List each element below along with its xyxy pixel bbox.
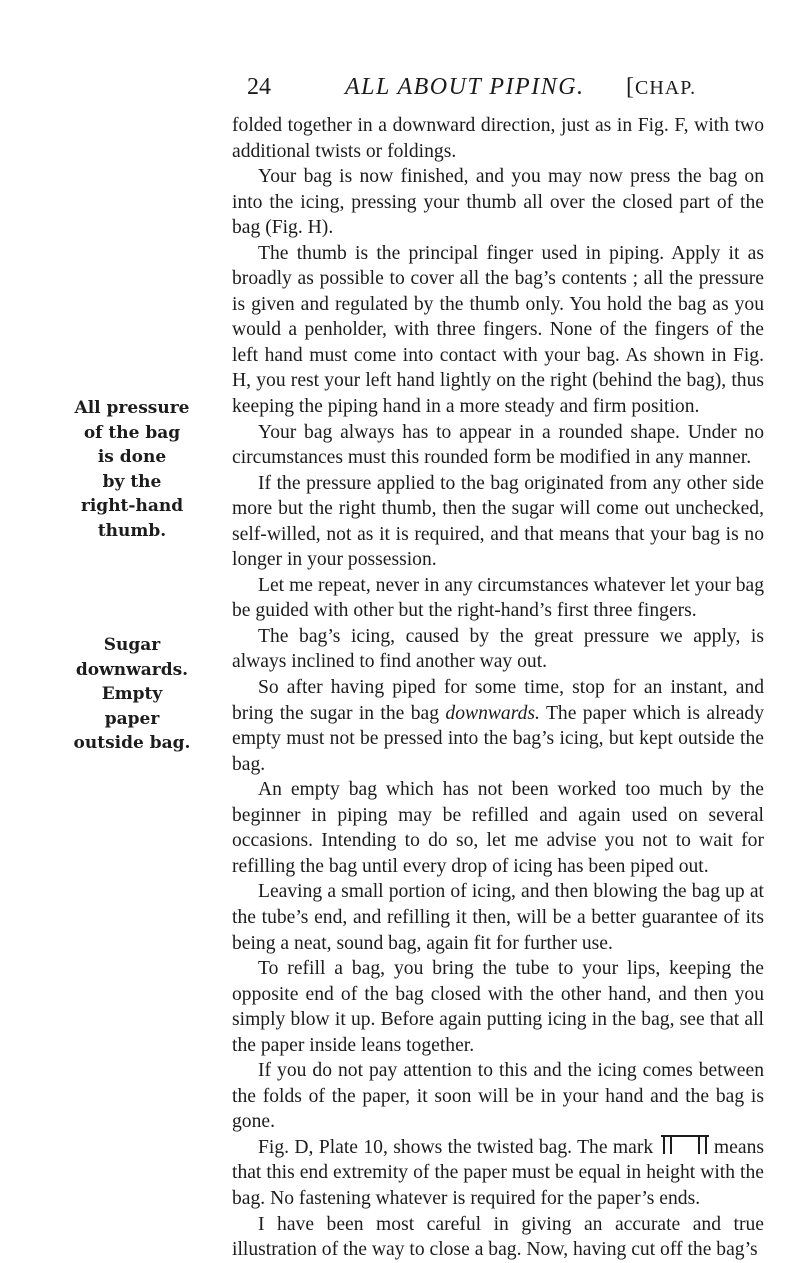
paragraph: If you do not pay attention to this and the icing comes between the folds of the paper, it soon will be in your hand and the bag is gone. [232,1060,764,1133]
sidenote-line: outside bag. [73,733,191,753]
sidenote-thumb-pressure [44,396,220,543]
sidenote-line: Sugar [103,635,161,655]
sidenote-line: of the bag [83,422,181,443]
paragraph-text: means that this end extremity of the paper must be equal in height with the bag. No fastening whatever is required for the paper’s ends. [232,1136,764,1209]
sidenote-line: thumb. [97,520,167,541]
paragraph: To refill a bag, you bring the tube to your lips, keeping the opposite end of the bag closed with the other hand, and then you simply blow it up. Before again putting icing in the bag, see that all the paper inside leans together. [232,958,764,1056]
paragraph: The thumb is the principal finger used in piping. Apply it as broadly as possible to cover all the bag’s contents ; all the pressure is given and regulated by the thumb only. You hold the bag as you would a penholder, with three fingers. None of the fingers of the left hand must come into contact with your bag. As shown in Fig. H, you rest your left hand lightly on the right (behind the bag), thus keeping the piping hand in a more steady and firm position. [232,242,764,418]
equal-height-mark-icon [661,1135,709,1155]
sidenote-line: All pressure [74,398,190,418]
paragraph: Your bag always has to appear in a rounded shape. Under no circumstances must this rounded form be modified in any manner. [232,421,764,469]
paragraph: I have been most careful in giving an accurate and true illustration of the way to close a bag. Now, having cut off the bag’s [232,1213,764,1261]
chapter-abbrev: CHAP. [635,77,697,99]
page-number: 24 [247,74,271,100]
page-header [0,74,801,106]
sidenote-line: paper [104,708,160,729]
sidenote-sugar-downwards [44,633,220,756]
paragraph: Leaving a small portion of icing, and then blowing the bag up at the tube’s end, and refilling it then, will be a better guarantee of its being a neat, sound bag, again fit for further use. [232,881,764,954]
paragraph-text: Fig. D, Plate 10, shows the twisted bag. The mark [258,1136,654,1158]
sidenote-line: downwards. [75,659,189,680]
paragraph: An empty bag which has not been worked too much by the beginner in piping may be refilled and again used on several occasions. Intending to do so, let me advise you not to wait for refilling the bag until every drop of icing has been piped out. [232,779,764,877]
sidenote-line: by the [102,471,162,492]
sidenote-line: is done [97,447,167,467]
sidenote-line: Empty [101,684,163,704]
paragraph: The bag’s icing, caused by the great pressure we apply, is always inclined to find another way out. [232,625,764,673]
sidenote-line: right-hand [80,496,184,516]
emphasis-text: downwards. [445,702,540,724]
paragraph-text: The paper which is already empty must not be pressed into the bag’s icing, but kept outside the bag. [232,702,765,775]
paragraph [232,1135,764,1212]
chapter-label [626,74,696,101]
running-title: ALL ABOUT PIPING. [345,74,585,100]
paragraph-text: So after having piped for some time, stop for an instant, and bring the sugar in the bag [232,677,764,724]
paragraph: Let me repeat, never in any circumstances whatever let your bag be guided with other but the right-hand’s first three fingers. [232,574,764,622]
paragraph: If the pressure applied to the bag originated from any other side more but the right thumb, then the sugar will come out unchecked, self-willed, not as it is required, and that means that your bag is no longer in your possession. [232,472,764,571]
paragraph: Your bag is now finished, and you may now press the bag on into the icing, pressing your thumb all over the closed part of the bag (Fig. H). [232,166,764,239]
body-text [232,113,764,1263]
chapter-bracket: [ [626,74,635,100]
paragraph: folded together in a downward direction, just as in Fig. F, with two additional twists or foldings. [232,115,764,162]
paragraph [232,675,764,777]
